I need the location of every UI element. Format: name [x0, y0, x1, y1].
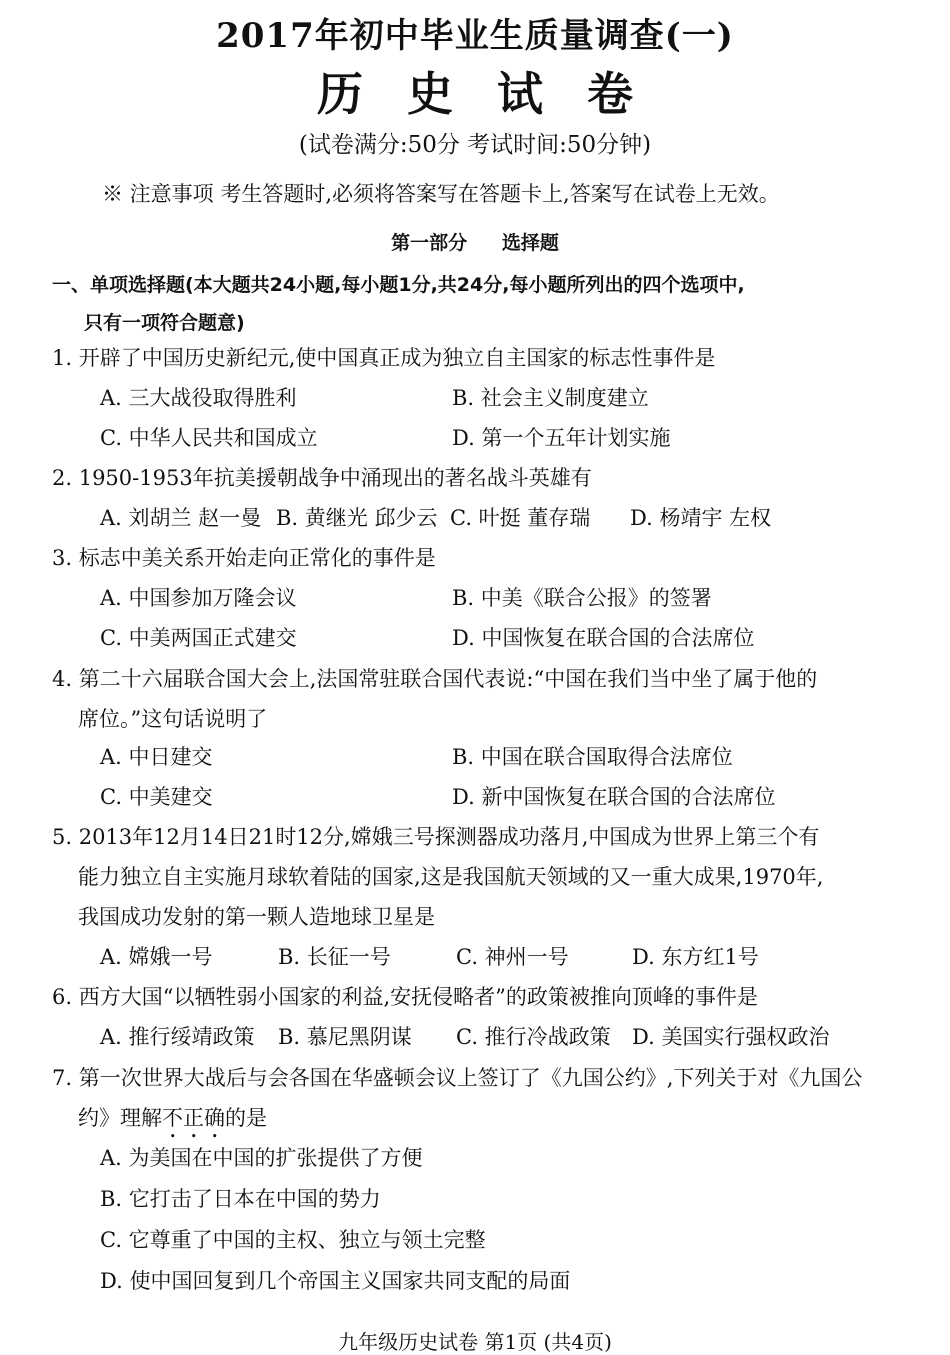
- exam-title: 2017年初中毕业生质量调查(一): [216, 16, 734, 56]
- question-stem: 1. 开辟了中国历史新纪元,使中国真正成为独立自主国家的标志性事件是: [52, 346, 716, 370]
- option-b: B. 黄继光 邱少云: [276, 506, 438, 530]
- question-stem-text: 约》理解: [78, 1106, 162, 1130]
- question-stem: 3. 标志中美关系开始走向正常化的事件是: [52, 546, 436, 570]
- option-d: D. 杨靖宇 左权: [630, 506, 772, 530]
- question-stem-text: 的是: [225, 1106, 267, 1130]
- exam-info: (试卷满分:50分 考试时间:50分钟): [298, 132, 652, 158]
- question-2: [52, 458, 882, 498]
- option-b: B. 中国在联合国取得合法席位: [452, 745, 733, 769]
- option-d: D. 第一个五年计划实施: [452, 426, 671, 450]
- question-stem: [52, 1058, 882, 1143]
- part-label: 第一部分: [391, 232, 468, 254]
- option-d: D. 东方红1号: [632, 945, 759, 969]
- question-stem: 2. 1950-1953年抗美援朝战争中涌现出的著名战斗英雄有: [52, 466, 592, 490]
- emphasized-text: 不正确: [162, 1106, 225, 1130]
- section-line-2: 只有一项符合题意): [84, 312, 245, 334]
- question-stem-line-3: 我国成功发射的第一颗人造地球卫星是: [78, 905, 435, 929]
- question-7: [52, 1058, 882, 1143]
- question-4: [52, 659, 882, 739]
- option-a: A. 中国参加万隆会议: [100, 586, 297, 610]
- question-5: [52, 817, 882, 937]
- question-1: [52, 338, 882, 378]
- question-stem: [52, 817, 882, 937]
- question-stem-line-2: 能力独立自主实施月球软着陆的国家,这是我国航天领域的又一重大成果,1970年,: [78, 865, 824, 889]
- section-line-1: 一、单项选择题(本大题共24小题,每小题1分,共24分,每小题所列出的四个选项中,: [52, 274, 745, 296]
- question-stem: 6. 西方大国“以牺牲弱小国家的利益,安抚侵略者”的政策被推向顶峰的事件是: [52, 985, 758, 1009]
- question-stem-line-2: 席位。”这句话说明了: [78, 707, 268, 731]
- option-c: C. 神州一号: [456, 945, 569, 969]
- option-a: A. 刘胡兰 赵一曼: [100, 506, 262, 530]
- question-stem: [52, 659, 882, 739]
- option-b: B. 慕尼黑阴谋: [278, 1025, 412, 1049]
- option-d: D. 中国恢复在联合国的合法席位: [452, 626, 755, 650]
- option-d: D. 美国实行强权政治: [632, 1025, 830, 1049]
- option-a: A. 中日建交: [100, 745, 213, 769]
- option-a: A. 嫦娥一号: [100, 945, 213, 969]
- option-b: B. 社会主义制度建立: [452, 386, 649, 410]
- option-a: A. 三大战役取得胜利: [100, 386, 297, 410]
- option-b: B. 长征一号: [278, 945, 391, 969]
- question-stem-line-2: [52, 1098, 882, 1143]
- option-c: C. 推行冷战政策: [456, 1025, 611, 1049]
- section-heading: [52, 266, 892, 342]
- option-c: C. 叶挺 董存瑞: [450, 506, 591, 530]
- question-stem-line-1: 5. 2013年12月14日21时12分,嫦娥三号探测器成功落月,中国成为世界上第三个有: [52, 825, 820, 849]
- page-footer: 九年级历史试卷 第1页 (共4页): [338, 1330, 612, 1354]
- question-stem-line-1: 7. 第一次世界大战后与会各国在华盛顿会议上签订了《九国公约》,下列关于对《九国公: [52, 1066, 863, 1090]
- option-c: C. 中美建交: [100, 785, 213, 809]
- part-heading: [0, 228, 950, 255]
- option-d: D. 新中国恢复在联合国的合法席位: [452, 785, 776, 809]
- option-b: B. 它打击了日本在中国的势力: [100, 1187, 381, 1211]
- option-a: A. 为美国在中国的扩张提供了方便: [100, 1146, 423, 1170]
- option-c: C. 中华人民共和国成立: [100, 426, 318, 450]
- question-stem-line-1: 4. 第二十六届联合国大会上,法国常驻联合国代表说:“中国在我们当中坐了属于他的: [52, 667, 818, 691]
- option-b: B. 中美《联合公报》的签署: [452, 586, 712, 610]
- part-name: 选择题: [501, 232, 559, 254]
- option-c: C. 中美两国正式建交: [100, 626, 297, 650]
- option-d: D. 使中国回复到几个帝国主义国家共同支配的局面: [100, 1269, 571, 1293]
- notice-text: ※ 注意事项 考生答题时,必须将答案写在答题卡上,答案写在试卷上无效。: [102, 182, 780, 206]
- question-3: [52, 538, 882, 578]
- subject-title: 历史试卷: [317, 67, 677, 121]
- option-c: C. 它尊重了中国的主权、独立与领土完整: [100, 1228, 486, 1252]
- question-6: [52, 977, 882, 1017]
- option-a: A. 推行绥靖政策: [100, 1025, 255, 1049]
